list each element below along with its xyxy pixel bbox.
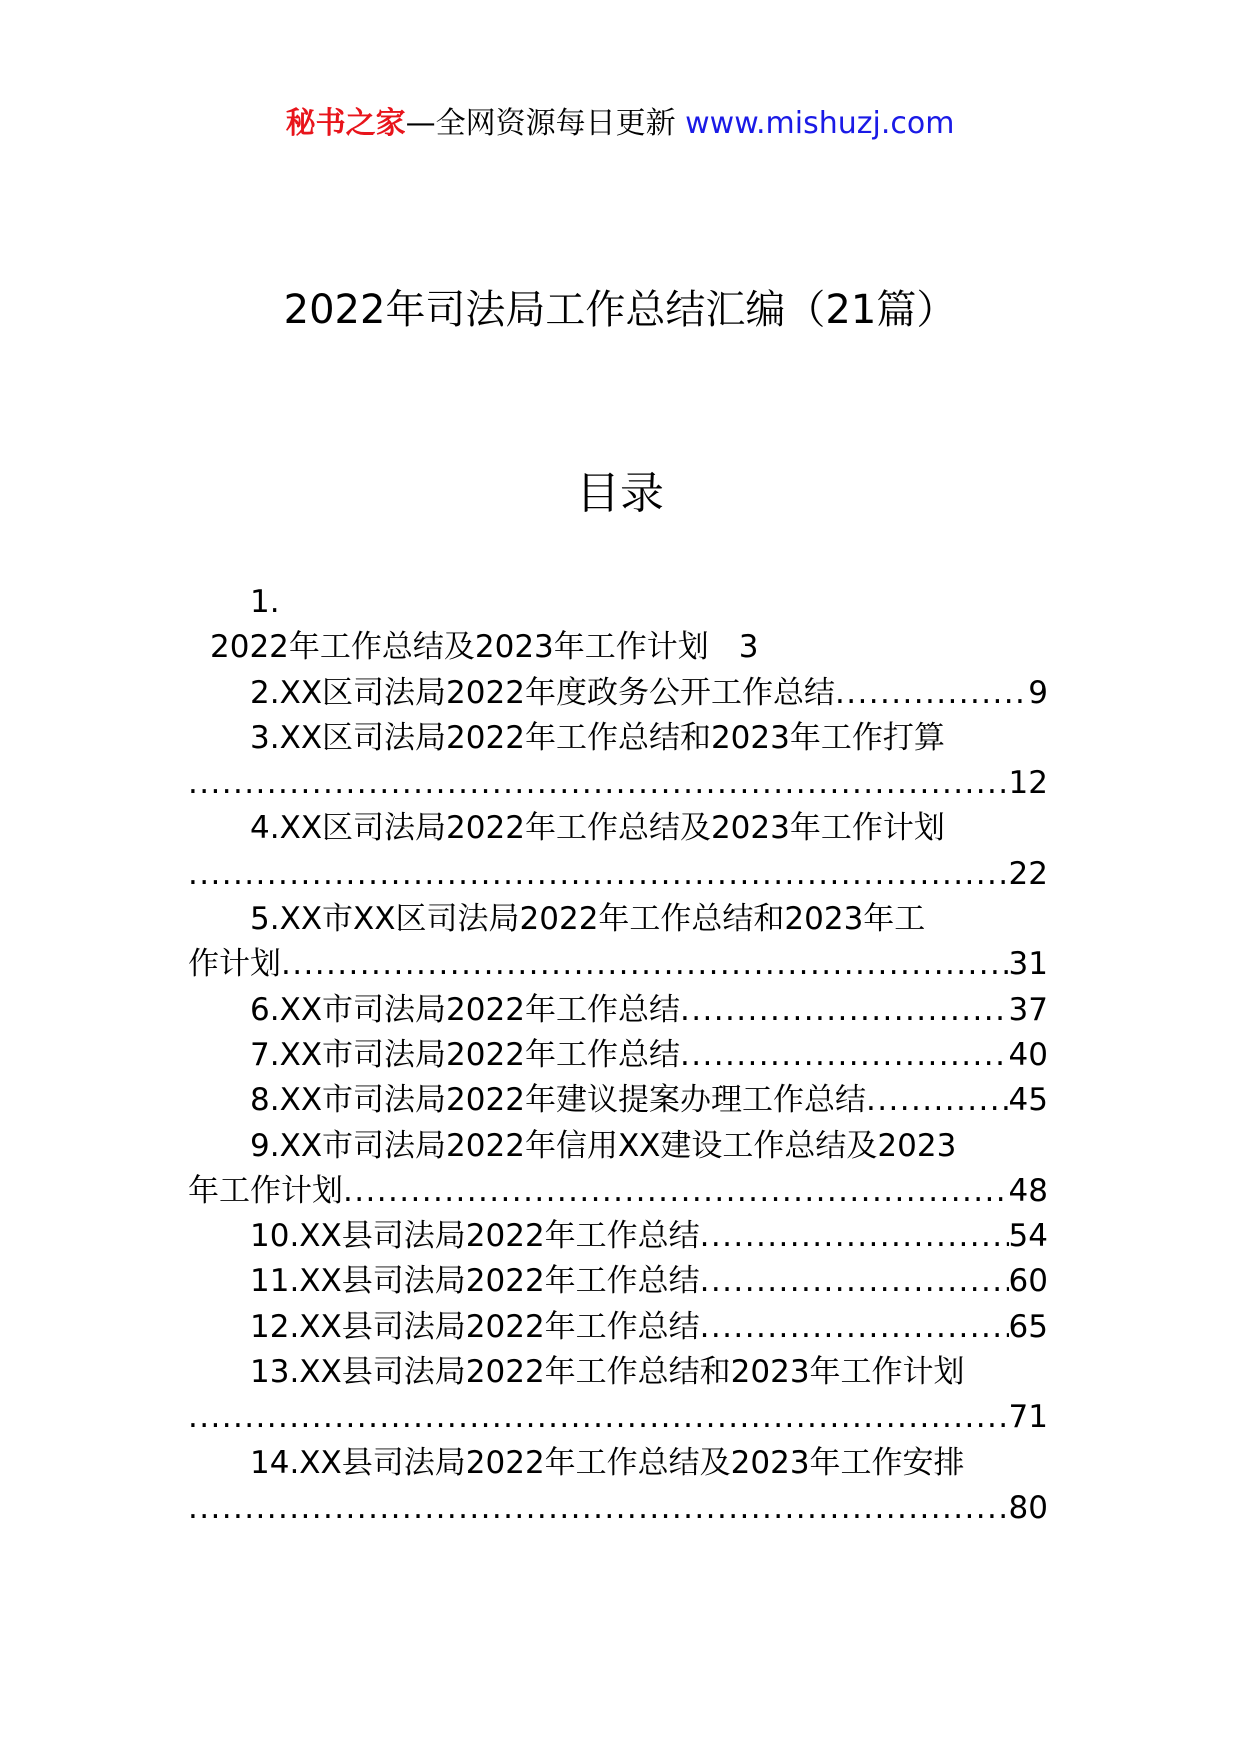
header-tagline: —全网资源每日更新 [405, 106, 676, 141]
toc-entry-6-page: 37 [1008, 991, 1048, 1028]
toc-entry-14-text: 14.XX县司法局2022年工作总结及2023年工作安排 [250, 1444, 965, 1481]
toc-entry-12-text: 12.XX县司法局2022年工作总结 [250, 1308, 700, 1345]
toc-entry-2-page: 9 [1028, 674, 1048, 711]
toc-leader-dots [700, 1305, 1009, 1350]
toc-entry-1-num: 1. [250, 584, 280, 620]
toc-entry-12-page: 65 [1008, 1308, 1048, 1345]
toc-entry-10-page: 54 [1008, 1218, 1048, 1255]
toc-entry-11-page: 60 [1008, 1263, 1048, 1300]
toc-entry-1-page: 3 [738, 629, 759, 666]
toc-entry-1-text: 2022年工作总结及2023年工作计划 [210, 629, 709, 666]
toc-entry-10-text: 10.XX县司法局2022年工作总结 [250, 1218, 700, 1255]
toc-leader-dots [680, 1033, 1009, 1078]
toc-leader-dots [700, 1214, 1009, 1259]
toc-entry-5[interactable] [188, 897, 1048, 942]
toc-entry-1[interactable] [188, 625, 1048, 670]
toc-entry-11-text: 11.XX县司法局2022年工作总结 [250, 1263, 700, 1300]
toc-leader-dots [835, 671, 1028, 716]
toc-entry-9-continuation[interactable] [188, 1169, 1048, 1214]
toc-entry-4-page: 22 [1008, 855, 1048, 892]
toc-entry-13-continuation[interactable] [188, 1395, 1048, 1440]
document-title: 2022年司法局工作总结汇编（21篇） [283, 287, 957, 333]
toc-entry-4[interactable] [188, 806, 1048, 851]
toc-entry-13-page: 71 [1008, 1399, 1048, 1436]
toc-entry-4-text: 4.XX区司法局2022年工作总结及2023年工作计划 [250, 810, 945, 847]
toc-entry-14-page: 80 [1008, 1489, 1048, 1526]
toc-entry-14-continuation[interactable] [188, 1486, 1048, 1531]
toc-leader-dots [188, 761, 1009, 806]
toc-entry-10[interactable] [188, 1214, 1048, 1259]
toc-entry-5-text-cont: 作计划 [188, 946, 281, 983]
toc-entry-8-text: 8.XX市司法局2022年建议提案办理工作总结 [250, 1082, 866, 1119]
toc-entry-9-text: 9.XX市司法局2022年信用XX建设工作总结及2023 [250, 1127, 957, 1164]
table-of-contents [188, 580, 1048, 1531]
toc-entry-7-text: 7.XX市司法局2022年工作总结 [250, 1036, 680, 1073]
toc-heading: 目录 [576, 468, 664, 519]
toc-leader-dots [343, 1169, 1009, 1214]
toc-entry-3-page: 12 [1008, 765, 1048, 802]
site-header [0, 104, 1240, 144]
toc-entry-6[interactable] [188, 988, 1048, 1033]
toc-entry-8-page: 45 [1008, 1082, 1048, 1119]
toc-entry-2[interactable] [188, 671, 1048, 716]
toc-entry-11[interactable] [188, 1259, 1048, 1304]
toc-leader-dots [866, 1078, 1009, 1123]
toc-entry-9-text-cont: 年工作计划 [188, 1172, 343, 1209]
toc-entry-3-continuation[interactable] [188, 761, 1048, 806]
toc-entry-5-continuation[interactable] [188, 942, 1048, 987]
toc-entry-3[interactable] [188, 716, 1048, 761]
toc-leader-dots [188, 1395, 1009, 1440]
toc-entry-13-text: 13.XX县司法局2022年工作总结和2023年工作计划 [250, 1354, 965, 1391]
toc-entry-4-continuation[interactable] [188, 852, 1048, 897]
toc-entry-1-number[interactable] [188, 580, 1048, 625]
toc-entry-9[interactable] [188, 1124, 1048, 1169]
toc-leader-dots [281, 942, 1009, 987]
toc-entry-7-page: 40 [1008, 1036, 1048, 1073]
toc-entry-5-text: 5.XX市XX区司法局2022年工作总结和2023年工 [250, 901, 926, 938]
toc-leader-dots [188, 1486, 1009, 1531]
toc-leader-dots [700, 1259, 1009, 1304]
toc-entry-5-page: 31 [1008, 946, 1048, 983]
toc-entry-8[interactable] [188, 1078, 1048, 1123]
toc-leader-dots [188, 852, 1009, 897]
brand-name: 秘书之家 [285, 106, 406, 141]
toc-entry-9-page: 48 [1008, 1172, 1048, 1209]
toc-entry-2-text: 2.XX区司法局2022年度政务公开工作总结 [250, 674, 835, 711]
toc-entry-6-text: 6.XX市司法局2022年工作总结 [250, 991, 680, 1028]
toc-entry-7[interactable] [188, 1033, 1048, 1078]
toc-entry-3-text: 3.XX区司法局2022年工作总结和2023年工作打算 [250, 719, 945, 756]
site-url-link[interactable]: www.mishuzj.com [685, 106, 955, 141]
toc-leader-dots [680, 988, 1009, 1033]
toc-entry-14[interactable] [188, 1441, 1048, 1486]
toc-entry-13[interactable] [188, 1350, 1048, 1395]
toc-entry-12[interactable] [188, 1305, 1048, 1350]
